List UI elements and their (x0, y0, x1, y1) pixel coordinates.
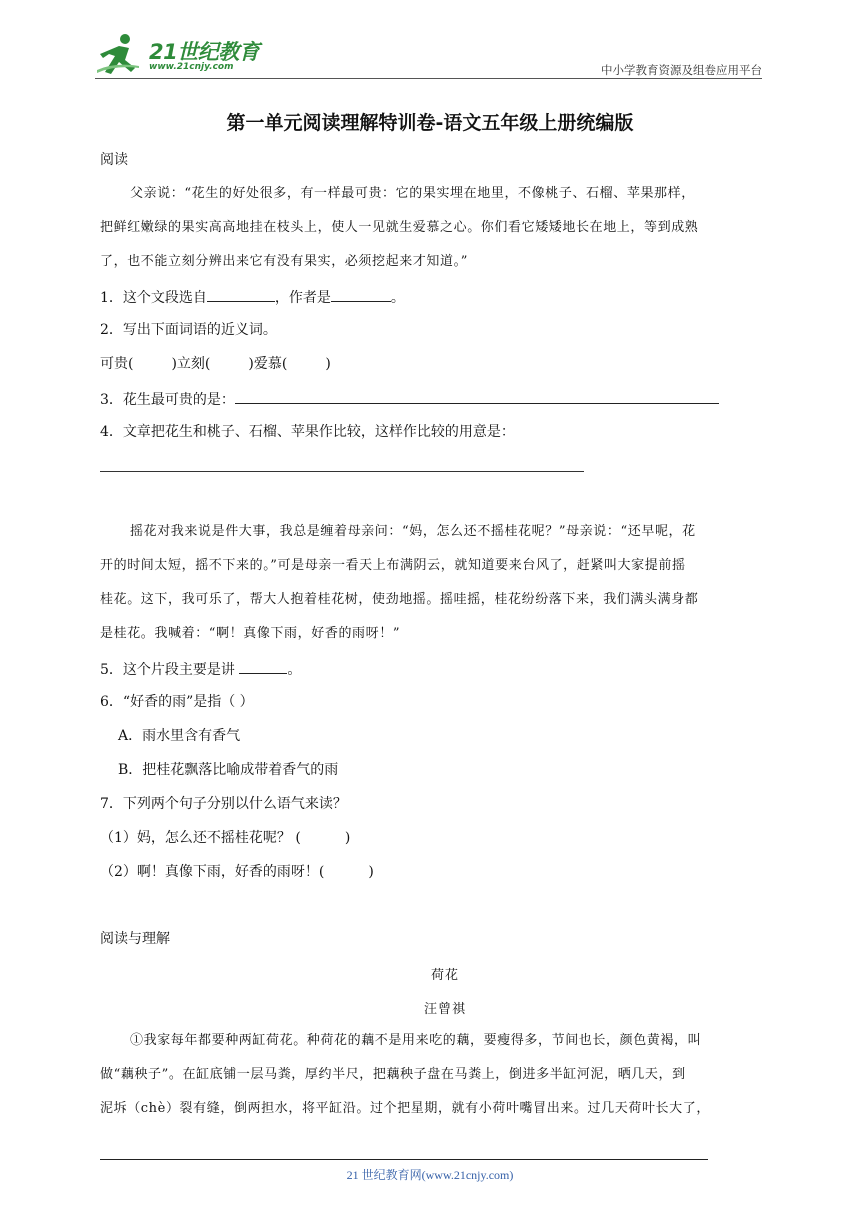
passage-line: 开的时间太短，摇不下来的。”可是母亲一看天上布满阴云，就知道要来台风了，赶紧叫大家提前摇 (100, 558, 686, 573)
passage-line: 了，也不能立刻分辨出来它有没有果实，必须挖起来才知道。” (100, 254, 468, 269)
option-a[interactable]: A．雨水里含有香气 (118, 728, 241, 744)
answer-line[interactable] (100, 471, 584, 472)
logo-text: 21世纪教育 (149, 40, 260, 64)
question-7: 7．下列两个句子分别以什么语气来读？ (100, 796, 347, 812)
synonym-row (100, 355, 331, 373)
question-4: 4．文章把花生和桃子、石榴、苹果作比较，这样作比较的用意是： (100, 424, 515, 440)
question-text: ) (344, 830, 351, 846)
word-item: )立刻( (171, 356, 211, 372)
section-heading: 阅读 (100, 152, 128, 168)
poem-title: 荷花 (430, 968, 459, 983)
section-heading: 阅读与理解 (100, 931, 170, 947)
header-divider (95, 78, 762, 79)
footer-link[interactable]: 21 世纪教育网(www.21cnjy.com) (346, 1168, 514, 1182)
answer-blank[interactable] (207, 287, 275, 302)
question-text: ) (368, 864, 374, 880)
answer-blank[interactable] (331, 287, 391, 302)
question-text: （2）啊！真像下雨，好香的雨呀！( (100, 864, 325, 880)
site-logo (95, 32, 265, 78)
question-5 (100, 659, 301, 679)
answer-blank[interactable] (239, 659, 287, 674)
passage-line: 把鲜红嫩绿的果实高高地挂在枝头上，使人一见就生爱慕之心。你们看它矮矮地长在地上，等到成熟 (100, 220, 699, 235)
answer-blank[interactable] (235, 389, 719, 404)
word-item: )爱慕( (248, 356, 288, 372)
question-text: （1）妈，怎么还不摇桂花呢？ ( (100, 830, 301, 846)
word-item: ) (325, 356, 331, 372)
passage-line: ①我家每年都要种两缸荷花。种荷花的藕不是用来吃的藕，要瘦得多，节间也长，颜色黄褐，叫 (130, 1033, 702, 1048)
question-text: 1．这个文段选自 (100, 290, 207, 306)
logo-url: www.21cnjy.com (149, 62, 234, 72)
platform-name: 中小学教育资源及组卷应用平台 (601, 63, 762, 77)
passage-line: 是桂花。我喊着：“啊！真像下雨，好香的雨呀！” (100, 626, 401, 641)
option-b[interactable]: B．把桂花飘落比喻成带着香气的雨 (118, 762, 339, 778)
passage-line: 摇花对我来说是件大事，我总是缠着母亲问：“妈，怎么还不摇桂花呢？”母亲说：“还早呢，花 (130, 524, 696, 539)
question-1 (100, 287, 405, 307)
question-text: 。 (287, 662, 302, 678)
page-title: 第一单元阅读理解特训卷-语文五年级上册统编版 (226, 112, 634, 134)
question-text: 。 (390, 290, 405, 306)
question-text: ，作者是 (274, 290, 331, 306)
question-2: 2．写出下面词语的近义词。 (100, 322, 277, 338)
question-7-2 (100, 863, 374, 881)
question-7-1 (100, 829, 350, 847)
question-6: 6．“好香的雨”是指（ ） (100, 694, 254, 710)
passage-line: 桂花。这下，我可乐了，帮大人抱着桂花树，使劲地摇。摇哇摇，桂花纷纷落下来，我们满头满身都 (100, 592, 699, 607)
passage-line: 做“藕秧子”。在缸底铺一层马粪，厚约半尺，把藕秧子盘在马粪上，倒进多半缸河泥，晒几天，到 (100, 1067, 686, 1082)
passage-line: 泥坼（chè）裂有缝，倒两担水，将平缸沿。过个把星期，就有小荷叶嘴冒出来。过几天荷叶长大了， (100, 1101, 710, 1116)
passage-line: 父亲说：“花生的好处很多，有一样最可贵：它的果实埋在地里，不像桃子、石榴、苹果那样， (130, 186, 695, 201)
word-item: 可贵( (100, 356, 134, 372)
author-name: 汪曾祺 (423, 1002, 466, 1017)
question-text: 5．这个片段主要是讲 (100, 662, 240, 678)
runner-logo-icon (95, 32, 151, 78)
question-text: 3．花生最可贵的是： (100, 392, 235, 408)
page-header (95, 32, 762, 78)
question-3 (100, 389, 719, 409)
footer-divider (100, 1159, 708, 1160)
